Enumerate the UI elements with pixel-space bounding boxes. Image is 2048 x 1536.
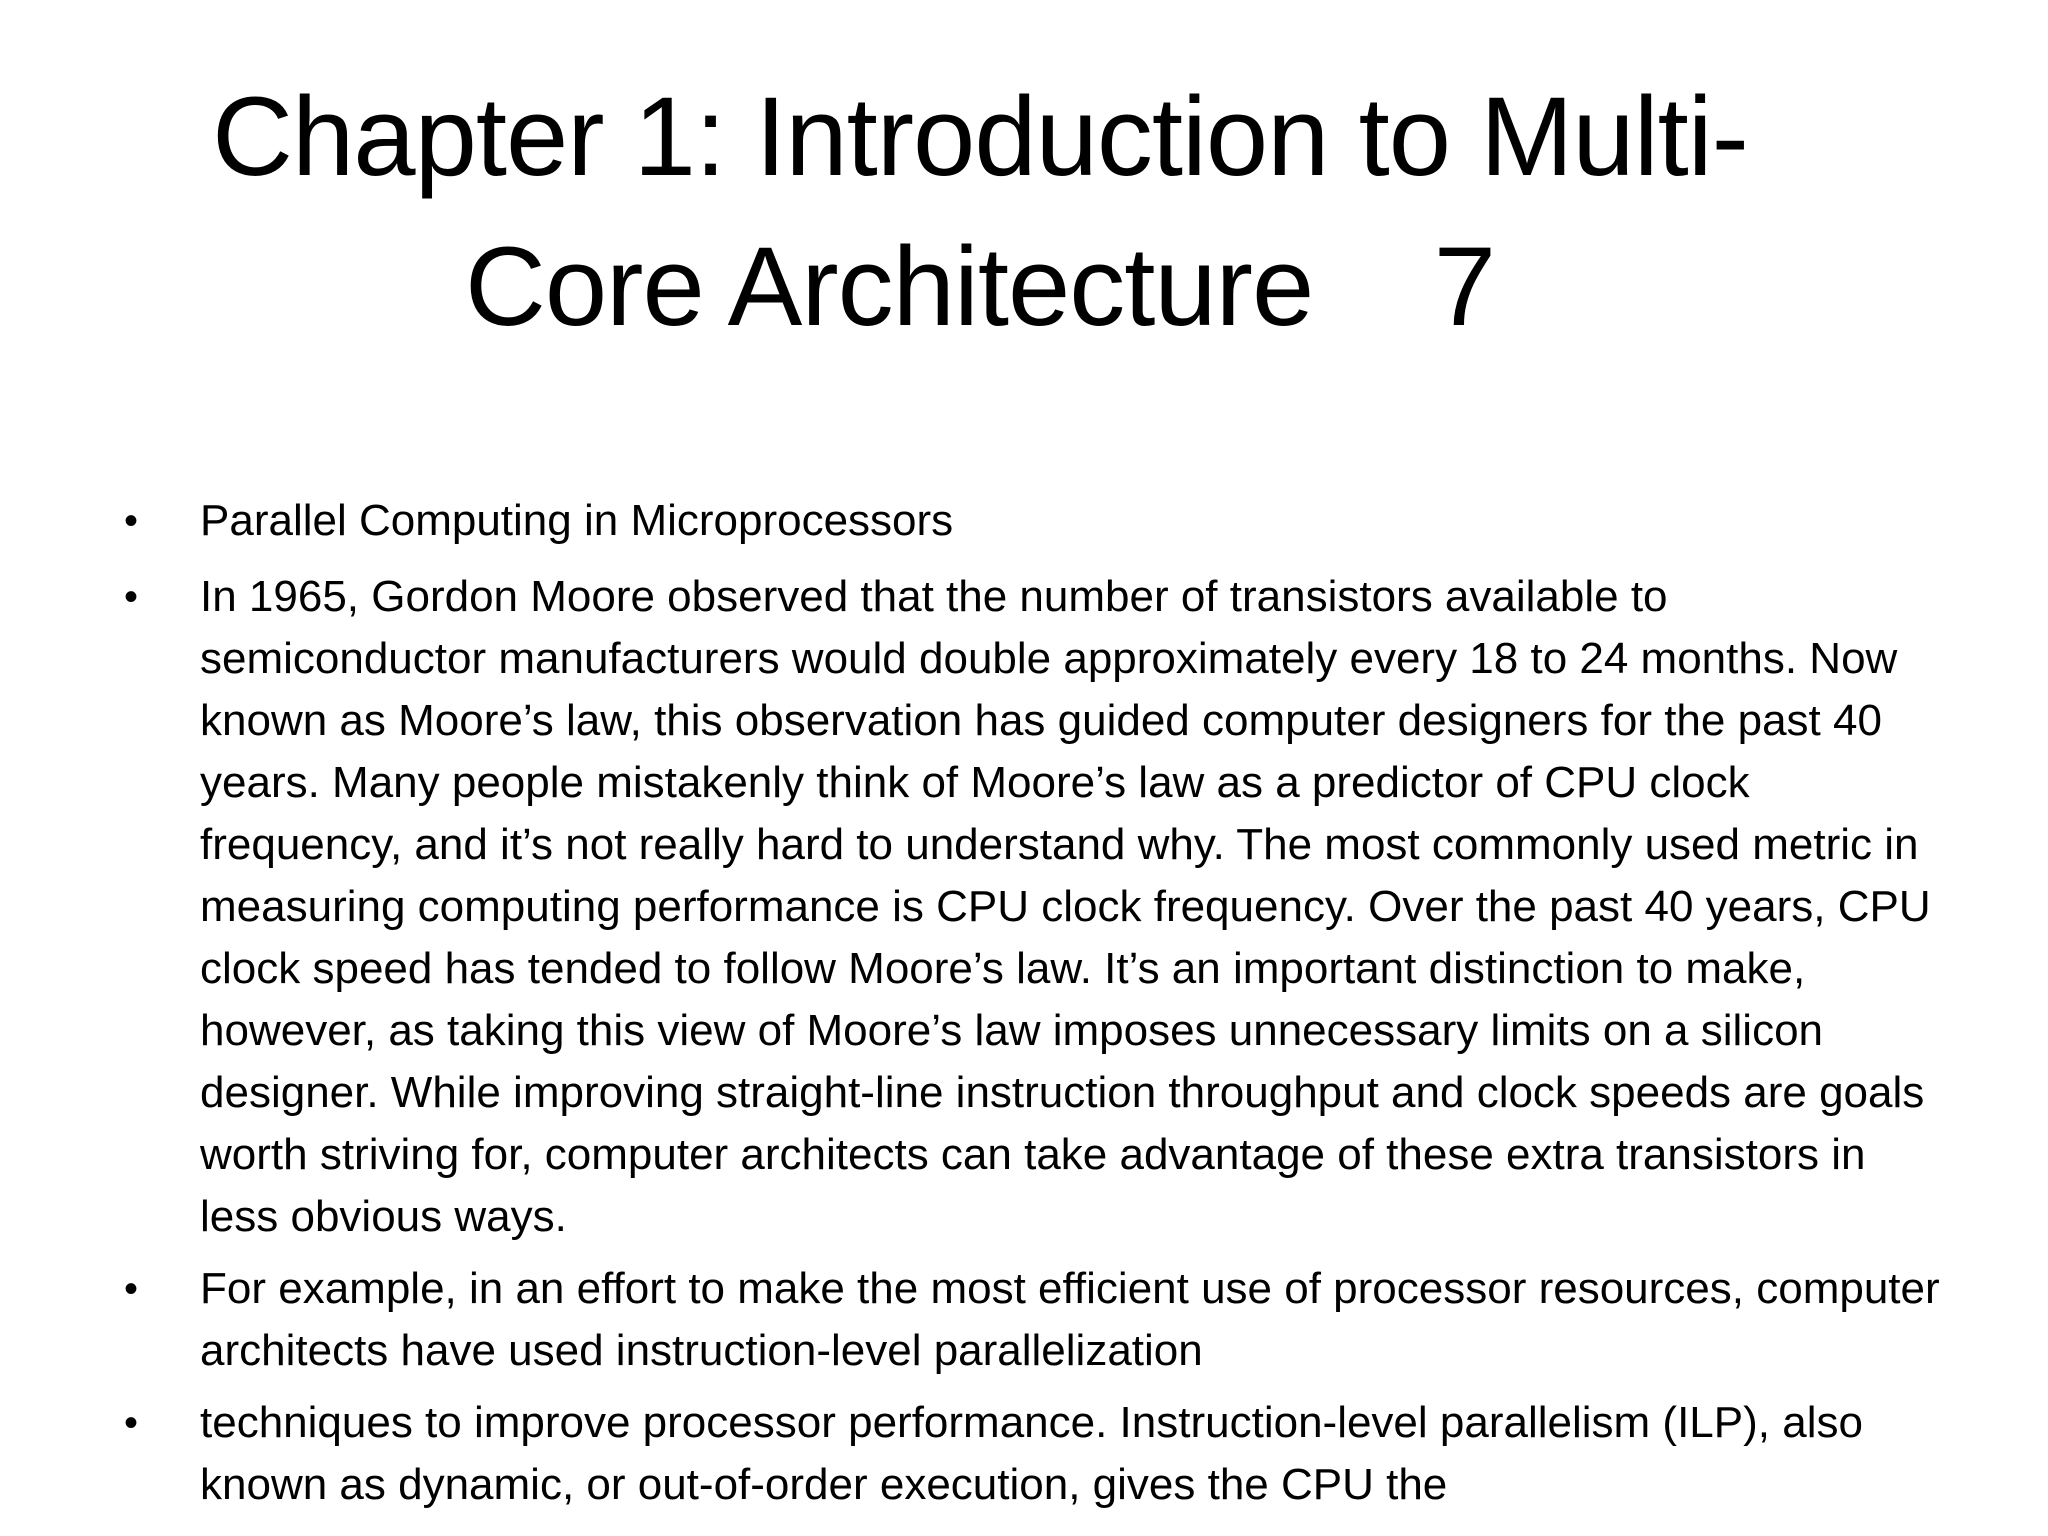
bullet-item	[120, 1258, 1950, 1382]
bullet-text: Parallel Computing in Microprocessors	[200, 496, 954, 545]
bullet-text: For example, in an effort to make the most efficient use of processor resources, computer architects have used instruction-level parallelization	[200, 1264, 1940, 1375]
bullet-list	[120, 490, 1950, 1526]
title-line-1: Chapter 1: Introduction to Multi-	[212, 74, 1748, 199]
bullet-dot-icon: •	[124, 499, 139, 543]
bullet-text: In 1965, Gordon Moore observed that the number of transistors available to semiconductor manufacturers would double approximately every 18 to 24 months. Now known as Moore’s law, this observation has guided computer designers for the past 40 years. Many people mistakenly think of Moore’s law as a predictor of CPU clock frequency, and it’s not really hard to understand why. The most commonly used metric in measuring computing performance is CPU clock frequency. Over the past 40 years, CPU clock speed has tended to follow Moore’s law. It’s an important distinction to make, however, as taking this view of Moore’s law imposes unnecessary limits on a silicon designer. While improving straight-line instruction throughput and clock speeds are goals worth striving for, computer architects can take advantage of these extra transistors in less obvious ways.	[200, 572, 1931, 1241]
bullet-item	[120, 490, 1950, 552]
bullet-text: techniques to improve processor performance. Instruction-level parallelism (ILP), also known as dynamic, or out-of-order execution, gives the CPU the	[200, 1398, 1863, 1509]
bullet-dot-icon: •	[124, 1401, 139, 1445]
bullet-dot-icon: •	[124, 575, 139, 619]
bullet-item	[120, 1392, 1950, 1516]
slide-title	[130, 62, 1830, 362]
title-line-2: Core Architecture 7	[464, 224, 1496, 349]
bullet-dot-icon: •	[124, 1267, 139, 1311]
bullet-item	[120, 566, 1950, 1248]
